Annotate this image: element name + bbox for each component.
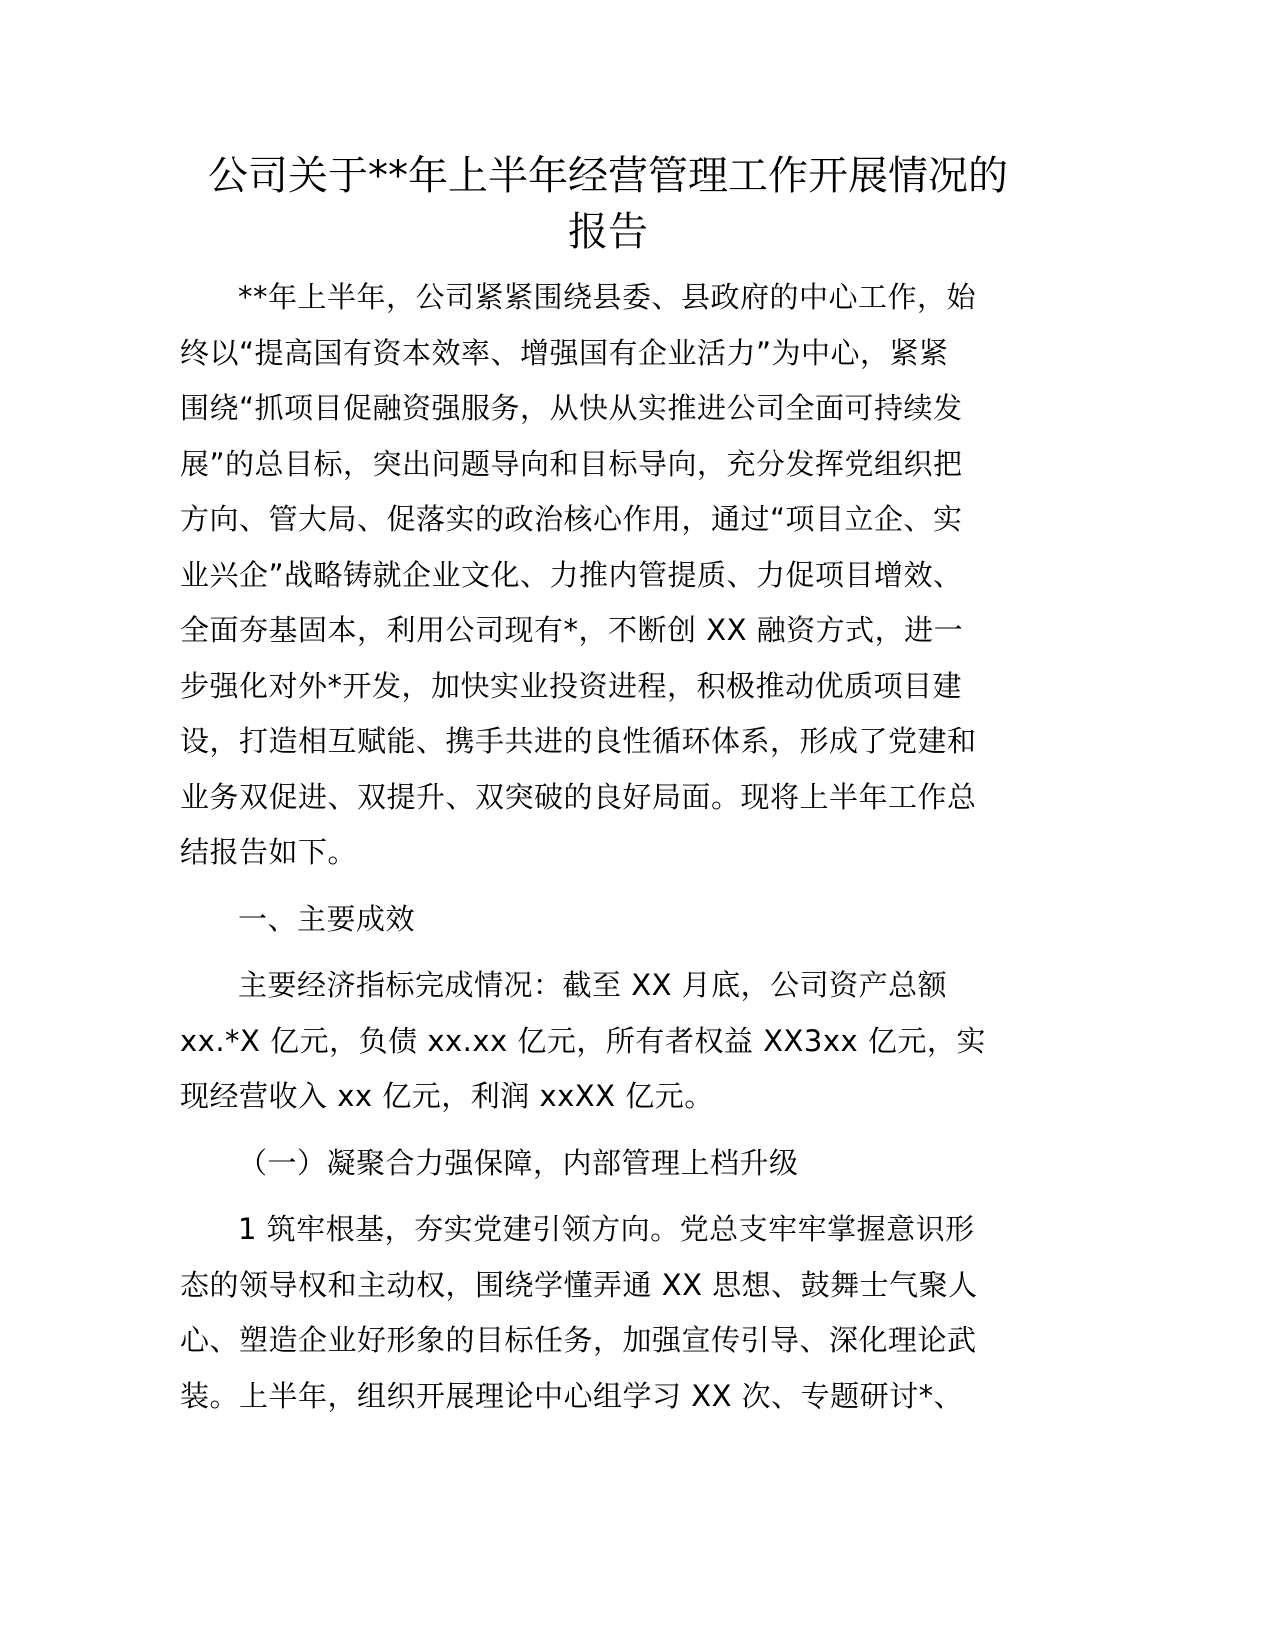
intro-paragraph: [180, 270, 1036, 881]
text-line: 态的领导权和主动权，围绕学懂弄通 XX 思想、鼓舞士气聚人: [180, 1267, 978, 1302]
spacer: [180, 947, 1036, 958]
text-line: 装。上半年，组织开展理论中心组学习 XX 次、专题研讨*、: [180, 1378, 964, 1413]
spacer: [180, 1125, 1036, 1136]
document-title: [168, 148, 1048, 260]
spacer: [180, 881, 1036, 892]
text-line: 设，打造相互赋能、携手共进的良性循环体系，形成了党建和: [180, 724, 977, 758]
text-line: 结报告如下。: [180, 835, 358, 869]
text-line: **年上半年，公司紧紧围绕县委、县政府的中心工作，始: [238, 280, 977, 314]
text-line: 现经营收入 xx 亿元，利润 xxXX 亿元。: [180, 1079, 714, 1113]
text-line: 业务双促进、双提升、双突破的良好局面。现将上半年工作总: [180, 779, 977, 814]
spacer: [180, 260, 1036, 270]
party-building-paragraph: [180, 1202, 1036, 1424]
section-heading-1: [180, 892, 1036, 948]
text-line: 围绕“抓项目促融资强服务，从快从实推进公司全面可持续发: [180, 391, 963, 425]
text-line: 主要经济指标完成情况：截至 XX 月底，公司资产总额: [238, 968, 948, 1002]
spacer: [180, 1191, 1036, 1202]
text-line: 步强化对外*开发，加快实业投资进程，积极推动优质项目建: [180, 668, 963, 703]
heading-text: 一、主要成效: [238, 901, 416, 936]
title-line-1: 公司关于**年上半年经营管理工作开展情况的: [208, 153, 1008, 199]
document-page: [180, 148, 1036, 1424]
text-line: 展”的总目标，突出问题导向和目标导向，充分发挥党组织把: [180, 446, 963, 481]
text-line: 方向、管大局、促落实的政治核心作用，通过“项目立企、实: [180, 502, 963, 536]
title-line-2: 报告: [568, 209, 648, 255]
text-line: 终以“提高国有资本效率、增强国有企业活力”为中心，紧紧: [180, 335, 949, 370]
text-line: 业兴企”战略铸就企业文化、力推内管提质、力促项目增效、: [180, 557, 963, 592]
section-heading-2: [180, 1136, 1036, 1192]
indicators-paragraph: [180, 958, 1036, 1125]
heading-text: （一）凝聚合力强保障，内部管理上档升级: [238, 1145, 799, 1180]
text-line: xx.*X 亿元，负债 xx.xx 亿元，所有者权益 XX3xx 亿元，实: [180, 1023, 986, 1058]
text-line: 心、塑造企业好形象的目标任务，加强宣传引导、深化理论武: [180, 1323, 977, 1357]
text-line: 1 筑牢根基，夯实党建引领方向。党总支牢牢掌握意识形: [238, 1212, 975, 1246]
text-line: 全面夯基固本，利用公司现有*，不断创 XX 融资方式，进一: [180, 613, 964, 647]
